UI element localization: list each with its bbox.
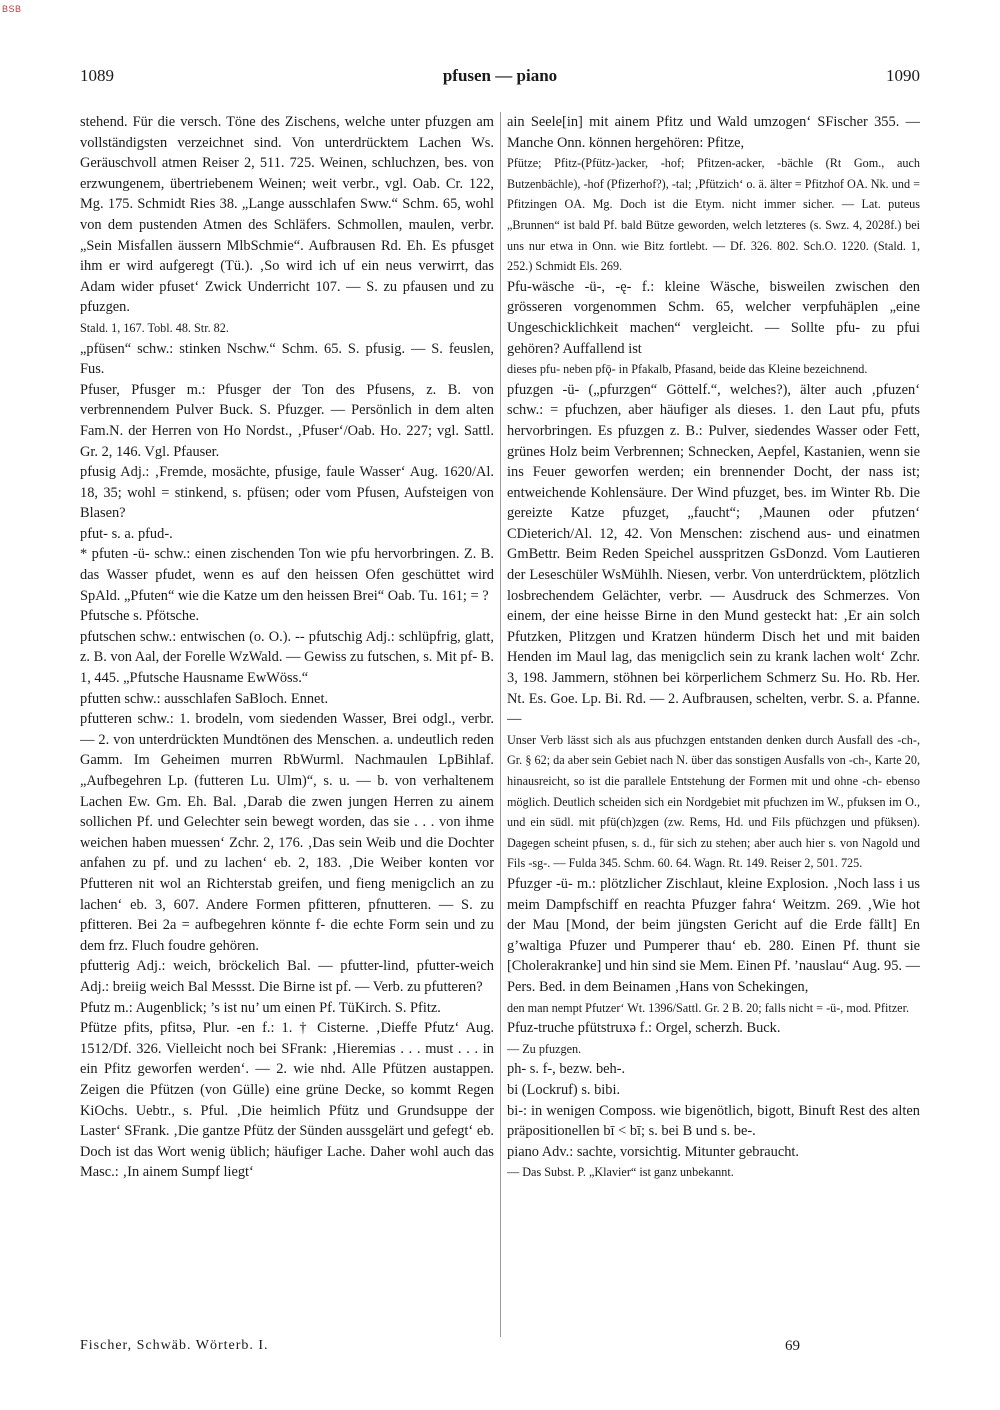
dictionary-entry: Pfütze; Pfitz-(Pfütz-)acker, -hof; Pfitzen-acker, -bächle (Rt Gom., auch Butzenbächle), -hof (Pfizerhof?), -tal; ‚Pfützich‘ o. ä. älter = Pfitzhof OA. Nk. und = Pfitzingen OA. Mg. Doch ist die Etym. nicht immer sicher. — Lat. puteus „Brunnen“ ist bald Pf. bald Bütze geworden, welch letzteres (s. Swz. 4, 2028f.) bei uns nur etwa in Onn. wie Bitz fortlebt. — Df. 326. 802. Sch.O. 1220. (Stald. 1, 252.) Schmidt Els. 269. xyxy=(507,156,920,274)
library-stamp: BSB xyxy=(2,4,22,14)
dictionary-entry: pfutten schw.: ausschlafen SaBloch. Ennet. xyxy=(80,690,329,707)
dictionary-entry: pfutschen schw.: entwischen (o. O.). -- pfutschig Adj.: schlüpfrig, glatt, z. B. von Aal, der Forelle WzWald. — Gewiss zu futschen, s. Mit pf- B. 1, 445. „Pfutsche Hausname EwWöss.“ xyxy=(80,628,494,687)
dictionary-entry: Stald. 1, 167. Tobl. 48. Str. 82. xyxy=(80,320,229,335)
dictionary-entry: dieses pfu- neben pfǭ- in Pfakalb, Pfasand, beide das Kleine bezeichnend. xyxy=(507,362,868,377)
dictionary-entry: pfutterig Adj.: weich, bröckelich Bal. — pfutter-lind, pfutter-weich Adj.: breiig weich Bal Messst. Die Birne ist pf. — Verb. zu pfutteren? xyxy=(80,958,494,995)
page-number-right: 1090 xyxy=(886,66,920,85)
dictionary-entry: den man nempt Pfutzer‘ Wt. 1396/Sattl. Gr. 2 B. 20; falls nicht = -ü-, mod. Pfitzer. xyxy=(507,1000,910,1015)
dictionary-entry: piano Adv.: sachte, vorsichtig. Mitunter gebraucht. xyxy=(507,1143,800,1160)
dictionary-entry: Pfu-wäsche -ü-, -ę- f.: kleine Wäsche, bisweilen zwischen den grösseren vorgenommen Schm. 65, welcher verpfuhäplen „eine Ungeschicklichkeit machen“ vergleicht. — Sollte pfu- zu pfui gehören? Auffallend ist xyxy=(507,278,920,357)
dictionary-entry: pfut- s. a. pfud-. xyxy=(80,525,173,542)
footer-source: Fischer, Schwäb. Wörterb. I. xyxy=(80,1338,269,1353)
page-footer xyxy=(80,1338,920,1360)
dictionary-entry: pfutteren schw.: 1. brodeln, vom siedenden Wasser, Brei odgl., verbr. — 2. von unterdrückten Mundtönen des Menschen. a. undeutlich reden Gamm. Im Geheimen murren RbWurml. Nachmaulen LpBihlaf. „Aufbegehren Lp. (futteren Lu. Ulm)“, s. u. — b. von verhaltenem Lachen Ew. Gm. Eh. Bal. ‚Darab die zwen jungen Herren zu ainem sollichen Pf. und Gelechter sein bewegt worden, das sie . . . von ihme weichen haben muessen‘ Zchr. 2, 176. ‚Das sein Weib und die Dochter anfahen zu pf. und zu lachen‘ eb. 2, 183. ‚Die Weiber konten vor Pfutteren nit wol an Richterstab greifen, und fieng menigclich an zu lachen‘ eb. 3, 607. Andere Formen pfitteren, pfnutteren. — S. zu pfitteren. Bei 2a = aufbegehren könnte f- die echte Form sein und zu dem frz. Fluch foudre gehören. xyxy=(80,711,494,954)
dictionary-entry: — Zu pfuzgen. xyxy=(507,1041,582,1056)
dictionary-entry: Pfuz-truche pfütstruxə f.: Orgel, scherzh. Buck. xyxy=(507,1020,781,1037)
dictionary-entry: Pfuzger -ü- m.: plötzlicher Zischlaut, kleine Explosion. ‚Noch lass i us meim Dampfschiff en reachta Pfuzger fahra‘ Weitzm. 269. ‚Wie hot der Mau [Mond, der beim jüngsten Gericht auf die Erde fällt] En g’waltiga Pfuzer und Pumperer thau‘ eb. 280. Einen Pf. thunt sie [Cholerakranke] und hin sind sie Mem. Einen Pf. ’nauslau“ Aug. 95. — Pers. Bed. in dem Beinamen ‚Hans von Schekingen, xyxy=(507,875,920,995)
dictionary-entry: stehend. Für die versch. Töne des Zischens, welche unter pfuzgen am vollständigsten verzeichnet sind. Von unterdrücktem Lachen Ws. Geräuschvoll atmen Reiser 2, 511. 725. Weinen, schluchzen, bes. von erzwungenem, übertriebenem Weinen; weit verbr., vgl. Oab. Cr. 122, Mg. 175. Schmidt Ries 38. „Lange ausschlafen Sww.“ Schm. 65, wohl von dem pustenden Atmen des Schläfers. Schmollen, maulen, verbr. „Sein Misfallen äussern MlbSchmie“. Aufbrausen Rd. Eh. Es pfusget ihm er wird aufgeregt (Tü.). ‚So wird ich uf ein neus verwirrt, das Adam wider pfuset‘ Zwick Underricht 107. — S. zu pfausen und zu pfuzgen. xyxy=(80,114,494,316)
right-column xyxy=(507,112,920,1352)
dictionary-entry: Unser Verb lässt sich als aus pfuchzgen entstanden denken durch Ausfall des -ch-, Gr. § 62; da aber sein Gebiet nach N. über das sonstigen Ausfalls von -ch-, Karte 20, hinausreicht, so ist die parallele Entstehung der Formen mit und ohne -ch- ebenso möglich. Deutlich scheiden sich ein Nordgebiet mit pfuchzen im W., pfuksen im O., und ein südl. mit pfü(ch)zgen (zw. Rems, Hd. und Fils pfüchzgen und pfüksen). Dagegen scheint pfusen, s. d., für sich zu stehen; aber auch hier s. von Nagold und Fils -sg-. — Fulda 345. Schm. 60. 64. Wagn. Rt. 149. Reiser 2, 501. 725. xyxy=(507,732,920,871)
dictionary-entry: Pfuser, Pfusger m.: Pfusger der Ton des Pfusens, z. B. von verbrennendem Pulver Buck. S. Pfuzger. — Persönlich in dem alten Fam.N. der Herren von Ho Nordst., ‚Pfuser‘/Oab. Ho. 227; vgl. Sattl. Gr. 2, 146. Vgl. Pfauser. xyxy=(80,381,494,460)
dictionary-entry: ain Seele[in] mit ainem Pfitz und Wald umzogen‘ SFischer 355. — Manche Onn. können hergehören: Pfitze, xyxy=(507,114,920,151)
dictionary-entry: „pfüsen“ schw.: stinken Nschw.“ Schm. 65. S. pfusig. — S. feuslen, Fus. xyxy=(80,340,494,378)
dictionary-entry: ph- s. f-, bezw. beh-. xyxy=(507,1061,626,1078)
dictionary-entry: Pfutsche s. Pfötsche. xyxy=(80,608,200,625)
dictionary-entry: Pfütze pfits, pfitsə, Plur. -en f.: 1. † Cisterne. ‚Dieffe Pfutz‘ Aug. 1512/Df. 326. Vielleicht noch bei SFrank: ‚Hieremias . . . must . . . in ein Pfitz geworfen werden‘. — 2. wie nhd. Alle Pfützen austappen. Zeigen die Pfützen (von Gülle) eine grüne Decke, so kommt Regen KiOchs. Uebtr., s. Pful. ‚Die heimlich Pfütz und Grundsuppe der Laster‘ SFrank. ‚Die gantze Pfütz der Sünden aussgelärt und gefegt‘ eb. Doch ist das Wort wenig üblich; häufiger Lache. Daher wohl auch das Masc.: ‚In ainem Sumpf liegt‘ xyxy=(80,1020,494,1181)
left-column xyxy=(80,112,494,1352)
dictionary-entry: pfusig Adj.: ‚Fremde, mosächte, pfusige, faule Wasser‘ Aug. 1620/Al. 18, 35; wohl = stinkend, s. pfüsen; oder vom Pfusen, Aufsteigen von Blasen? xyxy=(80,464,494,522)
dictionary-entry: — Das Subst. P. „Klavier“ ist ganz unbekannt. xyxy=(507,1165,734,1180)
page-header xyxy=(80,66,920,90)
page-number-left: 1089 xyxy=(80,66,114,85)
dictionary-entry: * pfuten -ü- schw.: einen zischenden Ton wie pfu hervorbringen. Z. B. das Wasser pfudet, wenn es auf den heissen Ofen geschüttet wird SpAld. „Pfuten“ wie die Katze um den heissen Brei“ Oab. Tu. 161; = ? xyxy=(80,546,494,604)
dictionary-entry: bi (Lockruf) s. bibi. xyxy=(507,1081,621,1098)
dictionary-entry: Pfutz m.: Augenblick; ’s ist nu’ um einen Pf. TüKirch. S. Pfitz. xyxy=(80,999,441,1016)
column-divider xyxy=(500,112,501,1337)
footer-sheet-number: 69 xyxy=(785,1338,800,1354)
dictionary-entry: pfuzgen -ü- („pfurzgen“ Göttelf.“, welches?), älter auch ‚pfuzen‘ schw.: = pfuchzen, aber häufiger als dieses. 1. den Laut pfu, pfuts hervorbringen. Es pfuzgen z. B.: Pulver, siedendes Wasser oder Fett, grünes Holz beim Verbrennen; Schnecken, Aepfel, Kastanien, wenn sie ins Feuer geworfen werden; ein brennender Docht, der nass ist; entweichende Kohlensäure. Der Wind pfuzget, bes. im Winter Rb. Die gereizte Katze pfuzget, „faucht“; ‚Maunen oder pfutzen‘ CDieterich/Al. 12, 42. Von Menschen: zischend aus- und einatmen GmBettr. Beim Reden Speichel ausspritzen GsDonzd. Vom Lautieren der Leseschüler WsMühlh. Niesen, verbr. Von unterdrücktem, plötzlich losbrechendem Gelächter, verbr. — Ausdruck des Schmerzes. Von einem, der eine heisse Birne in den Mund gesteckt hat: ‚Er ain solch Pfutzken, Plitzgen und Kratzen hünderm Disch het und mit baiden Henden im Maul lag, das menigclich sein zu krank lachen wolt‘ Zchr. 3, 198. Jammern, stöhnen bei körperlichem Schmerz Su. Ho. Rb. Her. Nt. Es. Goe. Lp. Bi. Rd. — 2. Aufbrausen, schelten, verbr. S. a. Pfanne. — xyxy=(507,381,920,728)
running-title: pfusen — piano xyxy=(442,66,558,85)
dictionary-entry: bi-: in wenigen Composs. wie bigenötlich, bigott, Binuft Rest des alten präpositionellen bī < bī; s. bei B und s. be-. xyxy=(507,1102,920,1140)
